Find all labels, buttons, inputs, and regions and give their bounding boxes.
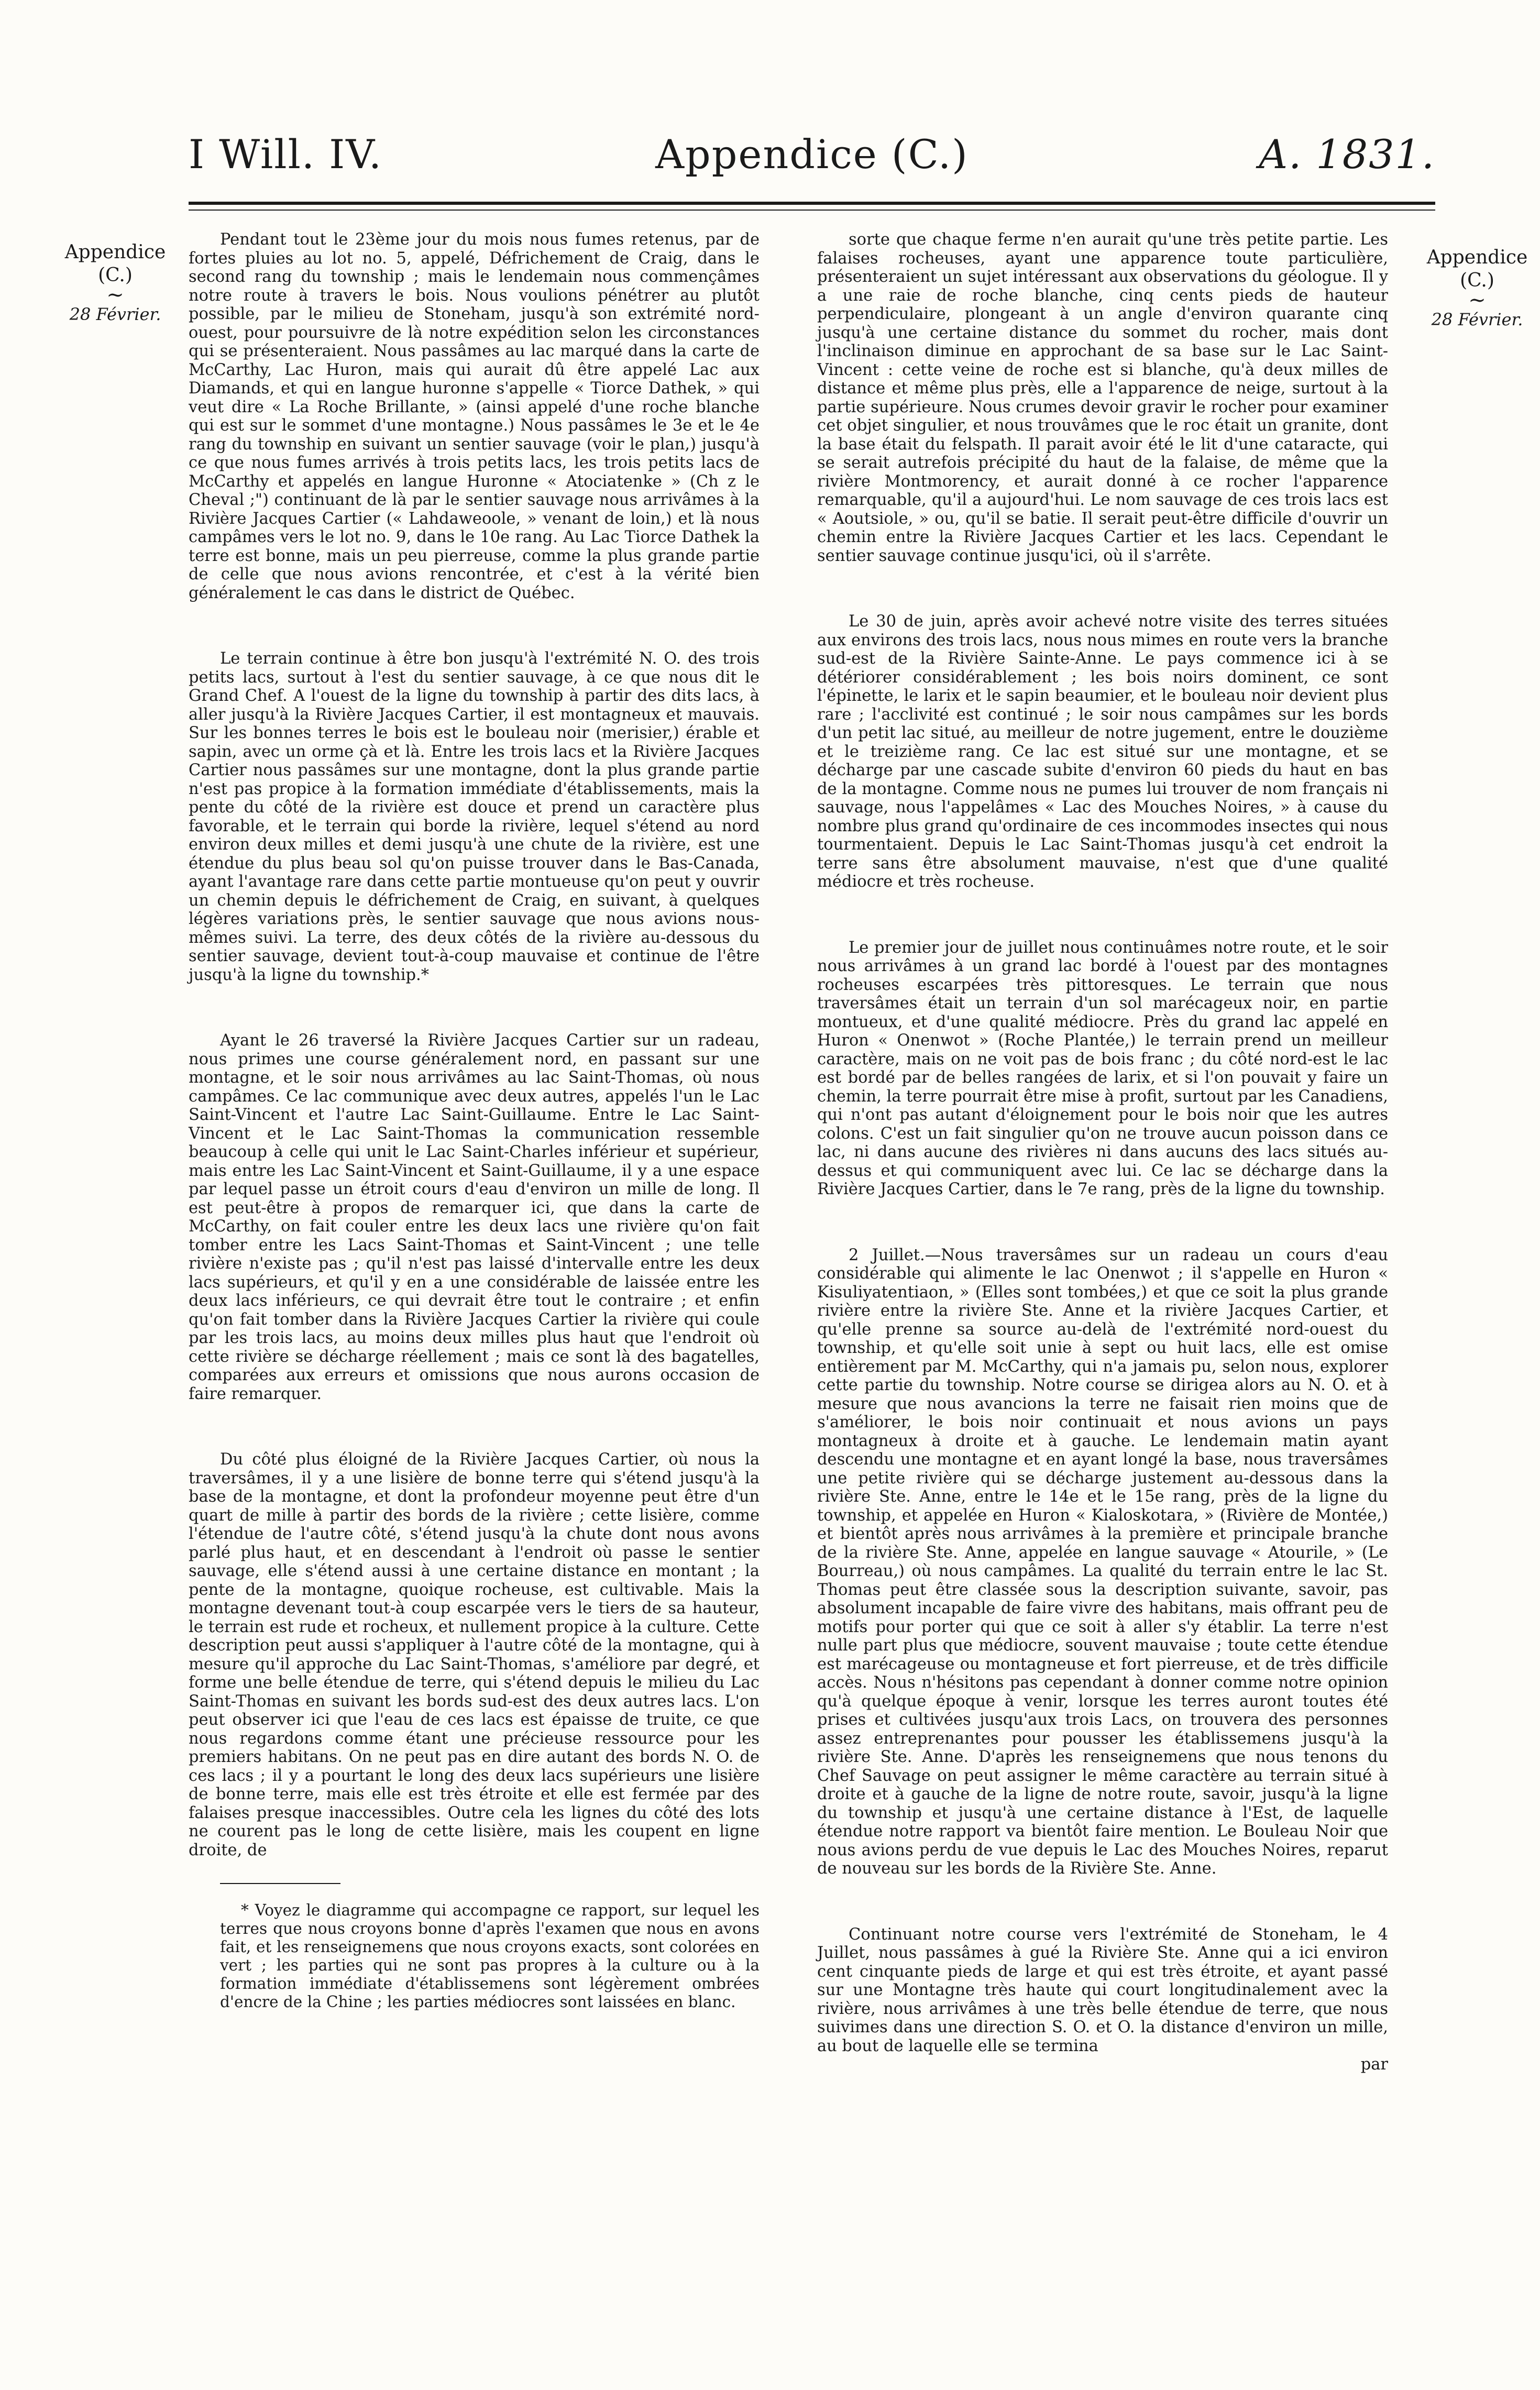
paragraph: Du côté plus éloigné de la Rivière Jacques Cartier, où nous la traversâmes, il y a une lisière de bonne terre qui s'étend jusqu'à la base de la montagne, et dont la profondeur moyenne peut être d'un quart de mille à partir des bords de la rivière ; cette lisière, comme l'étendue de l'autre côté, s'étend jusqu'à la chute dont nous avons parlé plus haut, et en descendant à l'endroit où passe le sentier sauvage, elle s'étend aussi à une certaine distance en montant ; la pente de la montagne, quoique rocheuse, est cultivable. Mais la montagne devenant tout-à coup escarpée vers le tiers de sa hauteur, le terrain est rude et rocheux, et nullement propice à la culture. Cette description peut aussi s'appliquer à l'autre côté de la montagne, qui à mesure qu'il approche du Lac Saint-Thomas, s'améliore par degré, et forme une belle étendue de terre, qui s'étend depuis le milieu du Lac Saint-Thomas en suivant les bords sud-est des deux autres lacs. L'on peut observer ici que l'eau de ces lacs est épaisse de truite, ce que nous regardons comme étant une précieuse ressource pour les premiers habitans. On ne peut pas en dire autant des bords N. O. de ces lacs ; il y a pourtant le long des deux lacs supérieurs une lisière de bonne terre, mais elle est très étroite et elle est fermée par des falaises presque inaccessibles. Outre cela les lignes du côté des lots ne courent pas le long de cette lisière, mais les coupent en ligne droite, de	[189, 1450, 760, 1859]
paragraph: 2 Juillet.—Nous traversâmes sur un radeau un cours d'eau considérable qui alimente le lac Onenwot ; il s'appelle en Huron « Kisuliyatentiaon, » (Elles sont tombées,) et que ce soit la plus grande rivière entre la rivière Ste. Anne et la rivière Jacques Cartier, et qu'elle prenne sa source au-delà de l'extrémité nord-ouest du township, et qu'elle soit unie à sept ou huit lacs, elle est omise entièrement par M. McCarthy, qui n'a jamais pu, selon nous, explorer cette partie du township. Notre course se dirigea alors au N. O. et à mesure que nous avancions la terre ne faisait rien moins que de s'améliorer, le bois noir continuait et nous avions un pays montagneux à droite et à gauche. Le lendemain matin ayant descendu une montagne et en ayant longé la base, nous traversâmes une petite rivière qui se décharge justement au-dessous dans la rivière Ste. Anne, entre le 14e et le 15e rang, près de la ligne du township, et appelée en Huron « Kialoskotara, » (Rivière de Montée,) et bientôt après nous arrivâmes à la première et principale branche de la rivière Ste. Anne, appelée en langue sauvage « Atourile, » (Le Bourreau,) où nous campâmes. La qualité du terrain entre le lac St. Thomas peut être classée sous la description suivante, savoir, pas absolument incapable de faire vivre des habitans, mais offrant peu de motifs pour porter qui que ce soit à aller s'y établir. La terre n'est nulle part plus que médiocre, souvent mauvaise ; toute cette étendue est marécageuse ou montagneuse et fort pierreuse, et de très difficile accès. Nous n'hésitons pas cependant à donner comme notre opinion qu'à quelque époque à venir, lorsque les terres auront toutes été prises et cultivées jusqu'aux trois Lacs, on trouvera des personnes assez entreprenantes pour pousser les établissemens jusqu'à la rivière Ste. Anne. D'après les renseignemens que nous tenons du Chef Sauvage on peut assigner le même caractère au terrain situé à droite et à gauche de la ligne de notre route, savoir, jusqu'à la ligne du township et jusqu'à une certaine distance à l'Est, de laquelle étendue notre rapport va bientôt faire mention. Le Bouleau Noir que nous avions perdu de vue depuis le Lac des Mouches Noires, reparut de nouveau sur les bords de la Rivière Ste. Anne.	[817, 1246, 1388, 1878]
margin-label: Appendice	[64, 241, 166, 263]
margin-date: 28 Février.	[1431, 310, 1523, 329]
page-header	[189, 131, 1435, 178]
catchword: par	[1360, 2055, 1388, 2074]
paragraph: Le terrain continue à être bon jusqu'à l'extrémité N. O. des trois petits lacs, surtout à l'est du sentier sauvage, à ce que nous dit le Grand Chef. A l'ouest de la ligne du township à partir des dits lacs, à aller jusqu'à la Rivière Jacques Cartier, il est montagneux et mauvais. Sur les bonnes terres le bois est le bouleau noir (merisier,) érable et sapin, avec un orme çà et là. Entre les trois lacs et la Rivière Jacques Cartier nous passâmes sur une montagne, dont la plus grande partie n'est pas propice à la formation immédiate d'établissements, mais la pente du côté de la rivière est douce et prend un caractère plus favorable, et le terrain qui borde la rivière, lequel s'étend au nord environ deux milles et demi jusqu'à une chute de la rivière, est une étendue du plus beau sol qu'on puisse trouver dans le Bas-Canada, ayant l'avantage rare dans cette partie montueuse qu'on peut y ouvrir un chemin depuis le défrichement de Craig, en suivant, à quelques légères variations près, le sentier sauvage que nous avions nous-mêmes suivi. La terre, des deux côtés de la rivière au-dessous du sentier sauvage, devient tout-à-coup mauvaise et continue de l'être jusqu'à la ligne du township.*	[189, 649, 760, 984]
margin-section: (C.)	[98, 265, 133, 286]
header-rule-thick	[189, 202, 1435, 205]
header-year: A. 1831.	[1259, 131, 1435, 178]
footnote: * Voyez le diagramme qui accompagne ce rapport, sur lequel les terres que nous croyons bonne d'après l'examen que nous en avons fait, et les renseignemens que nous croyons exacts, sont colorées en vert ; les parties qui ne sont pas propres à la culture ou à la formation immédiate d'établissemens sont légèrement ombrées d'encre de la Chine ; les parties médiocres sont laissées en blanc.	[220, 1901, 760, 2011]
margin-section: (C.)	[1460, 270, 1494, 291]
margin-note-right	[1412, 246, 1540, 331]
margin-date: 28 Février.	[69, 304, 161, 324]
header-title: Appendice (C.)	[655, 131, 969, 178]
footnote-rule	[220, 1883, 340, 1884]
right-column	[817, 230, 1388, 2074]
paragraph: Ayant le 26 traversé la Rivière Jacques Cartier sur un radeau, nous primes une course généralement nord, en passant sur une montagne, et le soir nous arrivâmes au lac Saint-Thomas, où nous campâmes. Ce lac communique avec deux autres, appelés l'un le Lac Saint-Vincent et l'autre Lac Saint-Guillaume. Entre le Lac Saint-Vincent et le Lac Saint-Thomas la communication ressemble beaucoup à celle qui unit le Lac Saint-Charles inférieur et supérieur, mais entre les Lac Saint-Vincent et Saint-Guillaume, il y a une espace par lequel passe un étroit cours d'eau d'environ un mille de long. Il est peut-être à propos de remarquer ici, que dans la carte de McCarthy, on fait couler entre les deux lacs une rivière qu'on fait tomber entre les Lacs Saint-Thomas et Saint-Vincent ; une telle rivière n'existe pas ; qu'il n'est pas laissé d'intervalle entre les deux lacs supérieurs, et qu'il y en a une considérable de laissée entre les deux lacs inférieurs, ce qui devrait être tout le contraire ; et enfin qu'on fait tomber dans la Rivière Jacques Cartier la rivière qui coule par les trois lacs, au moins deux milles plus haut que l'endroit où cette rivière se décharge réellement ; mais ce sont là des bagatelles, comparées aux erreurs et omissions que nous aurons occasion de faire remarquer.	[189, 1031, 760, 1403]
margin-tilde: ~	[1468, 288, 1486, 312]
paragraph: Le 30 de juin, après avoir achevé notre visite des terres situées aux environs des trois lacs, nous nous mimes en route vers la branche sud-est de la Rivière Sainte-Anne. Le pays commence ici à se détériorer considérablement ; les bois noirs dominent, ce sont l'épinette, le larix et le sapin beaumier, et le bouleau noir devient plus rare ; l'acclivité est continué ; le soir nous campâmes sur les bords d'un petit lac situé, au meilleur de notre jugement, entre le douzième et le treizième rang. Ce lac est situé sur une montagne, et se décharge par une cascade subite d'environ 60 pieds du haut en bas de la montagne. Comme nous ne pumes lui trouver de nom français ni sauvage, nous l'appelâmes « Lac des Mouches Noires, » à cause du nombre plus grand qu'ordinaire de ces incommodes insectes qui nous tourmentaient. Depuis le Lac Saint-Thomas jusqu'à cet endroit la terre sans être absolument mauvaise, n'est que d'une qualité médiocre et très rocheuse.	[817, 612, 1388, 891]
header-volume: I Will. IV.	[189, 131, 382, 178]
paragraph: Continuant notre course vers l'extrémité de Stoneham, le 4 Juillet, nous passâmes à gué la Rivière Ste. Anne qui a ici environ cent cinquante pieds de large et qui est très étroite, et ayant passé sur une Montagne très haute qui court longitudinalement avec la rivière, nous arrivâmes à une très belle étendue de terre, que nous suivimes dans une direction S. O. et O. la distance d'environ un mille, au bout de laquelle elle se termina	[817, 1925, 1388, 2055]
paragraph: Le premier jour de juillet nous continuâmes notre route, et le soir nous arrivâmes à un grand lac bordé à l'ouest par des montagnes rocheuses escarpées très pittoresques. Le terrain que nous traversâmes était un terrain d'un sol marécageux noir, en partie montueux, et d'une qualité médiocre. Près du grand lac appelé en Huron « Onenwot » (Roche Plantée,) le terrain prend un meilleur caractère, mais on ne voit pas de bois franc ; du côté nord-est le lac est bordé par de belles rangées de larix, et si l'on pouvait y faire un chemin, la terre pourrait être mise à profit, surtout par les Canadiens, qui n'ont pas autant d'éloignement pour le bois noir que les autres colons. C'est un fait singulier qu'on ne trouve aucun poisson dans ce lac, ni dans aucune des rivières ni dans aucuns des lacs situés au-dessus et qui communiquent avec lui. Ce lac se décharge dans la Rivière Jacques Cartier, dans le 7e rang, près de la ligne du township.	[817, 938, 1388, 1198]
margin-tilde: ~	[106, 283, 124, 307]
margin-label: Appendice	[1426, 247, 1528, 268]
paragraph: Pendant tout le 23ème jour du mois nous fumes retenus, par de fortes pluies au lot no. 5, appelé, Défrichement de Craig, dans le second rang du township ; mais le lendemain nous commençâmes notre route à travers le bois. Nous voulions pénétrer au plutôt possible, par le milieu de Stoneham, jusqu'à son extrémité nord-ouest, pour poursuivre de là notre expédition selon les circonstances qui se présenteraient. Nous passâmes au lac marqué dans la carte de McCarthy, Lac Huron, mais qui aurait dû être appelé Lac aux Diamands, et qui en langue huronne s'appelle « Tiorce Dathek, » qui veut dire « La Roche Brillante, » (ainsi appelé d'une roche blanche qui est sur le sommet d'une montagne.) Nous passâmes le 3e et le 4e rang du township en suivant un sentier sauvage (voir le plan,) jusqu'à ce que nous fumes arrivés à trois petits lacs, les trois petits lacs de McCarthy et appelés en langue Huronne « Atociatenke » (Ch z le Cheval ;") continuant de là par le sentier sauvage nous arrivâmes à la Rivière Jacques Cartier (« Lahdaweoole, » venant de loin,) et là nous campâmes vers le lot no. 9, dans le 10e rang. Au Lac Tiorce Dathek la terre est bonne, mais un peu pierreuse, comme la plus grande partie de celle que nous avions rencontrée, et c'est à la vérité bien généralement le cas dans le district de Québec.	[189, 230, 760, 602]
header-rule-thin	[189, 210, 1435, 211]
paragraph: sorte que chaque ferme n'en aurait qu'une très petite partie. Les falaises rocheuses, ayant une apparence toute particulière, présenteraient un sujet intéressant aux observations du géologue. Il y a une raie de roche blanche, cinq cents pieds de hauteur perpendiculaire, plongeant à un angle d'environ quarante cinq jusqu'à une certaine distance du sommet du rocher, mais dont l'inclinaison diminue en approchant de sa base sur le Lac Saint-Vincent : cette veine de roche est si blanche, qu'à deux milles de distance et même plus près, elle a l'apparence de neige, surtout à la partie supérieure. Nous crumes devoir gravir le rocher pour examiner cet objet singulier, et nous trouvâmes que le roc était un granite, dont la base était du felspath. Il parait avoir été le lit d'une cataracte, qui se serait autrefois précipité du haut de la falaise, de même que la rivière Montmorency, et aurait donné à ce rocher l'apparence remarquable, qu'il a aujourd'hui. Le nom sauvage de ces trois lacs est « Aoutsiole, » ou, qu'il se batie. Il serait peut-être difficile d'ouvrir un chemin entre la Rivière Jacques Cartier et les lacs. Cependant le sentier sauvage continue jusqu'ici, où il s'arrête.	[817, 230, 1388, 565]
left-column	[189, 230, 760, 1859]
margin-note-left	[50, 241, 181, 326]
